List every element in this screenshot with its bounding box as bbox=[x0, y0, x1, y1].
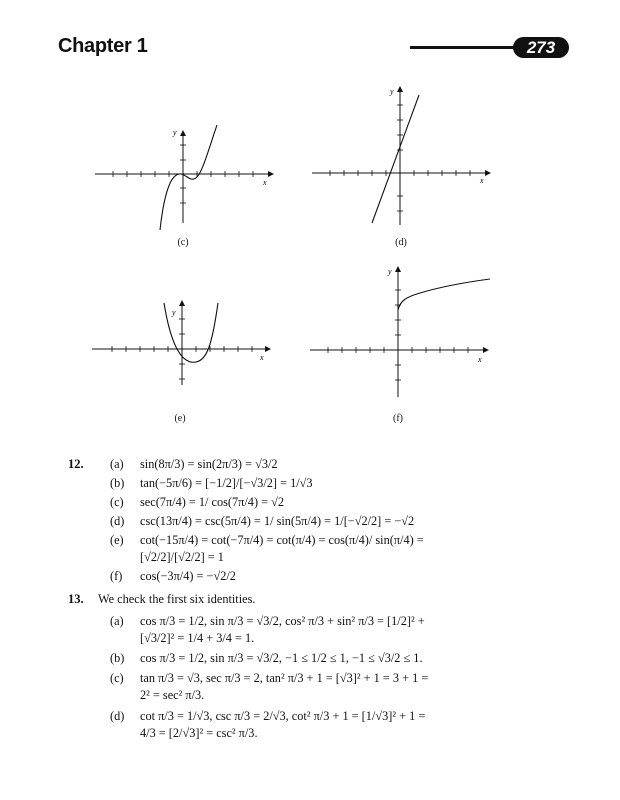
problem-12-text-d: csc(13π/4) = csc(5π/4) = 1/ sin(5π/4) = 1/[−√2/2] = −√2 bbox=[140, 514, 415, 528]
problem-12-label-a: (a) bbox=[110, 457, 124, 471]
problem-12-text-e: cot(−15π/4) = cot(−7π/4) = cot(π/4) = cos(π/4)/ sin(π/4) = bbox=[140, 533, 424, 547]
problem-13-text-a: cos π/3 = 1/2, sin π/3 = √3/2, cos² π/3 + sin² π/3 = [1/2]² + bbox=[140, 614, 425, 628]
problem-13-number: 13. bbox=[68, 592, 84, 606]
problem-13-text-d: cot π/3 = 1/√3, csc π/3 = 2/√3, cot² π/3 + 1 = [1/√3]² + 1 = bbox=[140, 709, 426, 723]
graph-f-caption: (f) bbox=[393, 413, 403, 424]
problem-12-label-b: (b) bbox=[110, 476, 125, 490]
chapter-title: Chapter 1 bbox=[58, 35, 148, 57]
problem-13-label-d: (d) bbox=[110, 709, 125, 723]
problem-12-text-c: sec(7π/4) = 1/ cos(7π/4) = √2 bbox=[140, 495, 285, 509]
problem-13-intro: We check the first six identities. bbox=[98, 592, 256, 606]
graph-c bbox=[95, 125, 275, 235]
svg-text:y: y bbox=[172, 308, 176, 317]
svg-text:x: x bbox=[263, 178, 267, 187]
problem-12-text-a: sin(8π/3) = sin(2π/3) = √3/2 bbox=[140, 457, 278, 471]
graph-c-caption: (c) bbox=[177, 237, 189, 248]
problem-13-text-c-cont: 2² = sec² π/3. bbox=[140, 688, 205, 702]
problem-12-text-b: tan(−5π/6) = [−1/2]/[−√3/2] = 1/√3 bbox=[140, 476, 313, 490]
problem-13-text-c: tan π/3 = √3, sec π/3 = 2, tan² π/3 + 1 = [√3]² + 1 = 3 + 1 = bbox=[140, 671, 429, 685]
svg-text:y: y bbox=[173, 128, 177, 137]
problem-12-text-f: cos(−3π/4) = −√2/2 bbox=[140, 569, 236, 583]
problem-12-label-d: (d) bbox=[110, 514, 125, 528]
problem-12-label-c: (c) bbox=[110, 495, 124, 509]
page-number-badge: 273 bbox=[513, 37, 569, 58]
problem-13-text-a-cont: [√3/2]² = 1/4 + 3/4 = 1. bbox=[140, 631, 255, 645]
root-curve bbox=[398, 279, 490, 310]
problem-12-text-e-cont: [√2/2]/[√2/2] = 1 bbox=[140, 550, 224, 564]
problem-13-label-b: (b) bbox=[110, 651, 125, 665]
graph-f bbox=[310, 265, 490, 405]
svg-text:x: x bbox=[260, 353, 264, 362]
problem-12-label-f: (f) bbox=[110, 569, 123, 583]
svg-text:y: y bbox=[388, 267, 392, 276]
problem-12-number: 12. bbox=[68, 457, 84, 471]
cubic-curve bbox=[160, 125, 217, 230]
svg-text:y: y bbox=[390, 87, 394, 96]
linear-curve bbox=[372, 95, 419, 223]
problem-13-text-b: cos π/3 = 1/2, sin π/3 = √3/2, −1 ≤ 1/2 ≤ 1, −1 ≤ √3/2 ≤ 1. bbox=[140, 651, 423, 665]
graph-e bbox=[92, 295, 272, 390]
graph-d bbox=[312, 85, 492, 235]
problem-13-text-d-cont: 4/3 = [2/√3]² = csc² π/3. bbox=[140, 726, 258, 740]
svg-text:x: x bbox=[478, 355, 482, 364]
svg-text:x: x bbox=[480, 176, 484, 185]
problem-13-label-a: (a) bbox=[110, 614, 124, 628]
problem-12-label-e: (e) bbox=[110, 533, 124, 547]
problem-13-label-c: (c) bbox=[110, 671, 124, 685]
graph-e-caption: (e) bbox=[174, 413, 186, 424]
graph-d-caption: (d) bbox=[395, 237, 407, 248]
header-rule bbox=[410, 46, 528, 49]
